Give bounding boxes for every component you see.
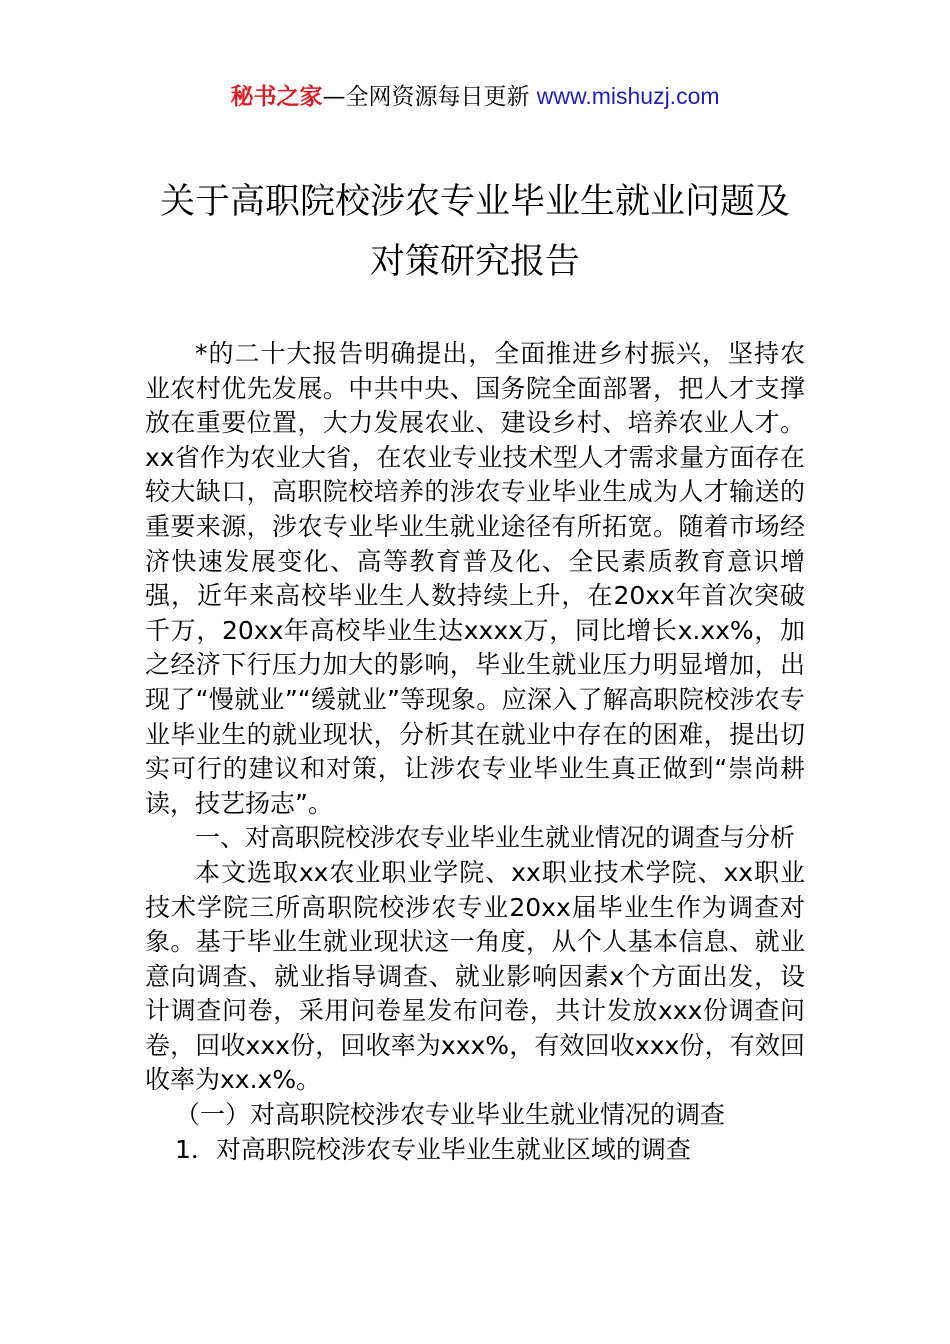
- section-heading-1: 一、对高职院校涉农专业毕业生就业情况的调查与分析: [195, 823, 796, 853]
- document-title: [0, 172, 950, 292]
- document-body: [145, 337, 805, 1167]
- title-line-2: 对策研究报告: [369, 242, 580, 282]
- banner-slogan: —全网资源每日更新: [322, 84, 530, 110]
- subsection-heading-1: （一）对高职院校涉农专业毕业生就业情况的调查: [175, 1100, 726, 1130]
- brand-name: 秘书之家: [230, 84, 323, 110]
- title-line-1: 关于高职院校涉农专业毕业生就业问题及: [159, 182, 790, 222]
- intro-paragraph: *的二十大报告明确提出，全面推进乡村振兴，坚持农业农村优先发展。中共中央、国务院全面部署，把人才支撑放在重要位置，大力发展农业、建设乡村、培养农业人才。xx省作为农业大省，在农业专业技术型人才需求量方面存在较大缺口，高职院校培养的涉农专业毕业生成为人才输送的重要来源，涉农专业毕业生就业途径有所拓宽。随着市场经济快速发展变化、高等教育普及化、全民素质教育意识增强，近年来高校毕业生人数持续上升，在20xx年首次突破千万，20xx年高校毕业生达xxxx万，同比增长x.xx%，加之经济下行压力加大的影响，毕业生就业压力明显增加，出现了“慢就业”“缓就业”等现象。应深入了解高职院校涉农专业毕业生的就业现状，分析其在就业中存在的困难，提出切实可行的建议和对策，让涉农专业毕业生真正做到“崇尚耕读，技艺扬志”。: [145, 339, 805, 818]
- site-banner: [0, 80, 950, 113]
- method-paragraph: 本文选取xx农业职业学院、xx职业技术学院、xx职业技术学院三所高职院校涉农专业20xx届毕业生作为调查对象。基于毕业生就业现状这一角度，从个人基本信息、就业意向调查、就业指导调查、就业影响因素x个方面出发，设计调查问卷，采用问卷星发布问卷，共计发放xxx份调查问卷，回收xxx份，回收率为xxx%，有效回收xxx份，有效回收率为xx.x%。: [145, 857, 805, 1095]
- site-url[interactable]: www.mishuzj.com: [536, 83, 720, 109]
- subsection-item-1: 1．对高职院校涉农专业毕业生就业区域的调查: [175, 1134, 691, 1164]
